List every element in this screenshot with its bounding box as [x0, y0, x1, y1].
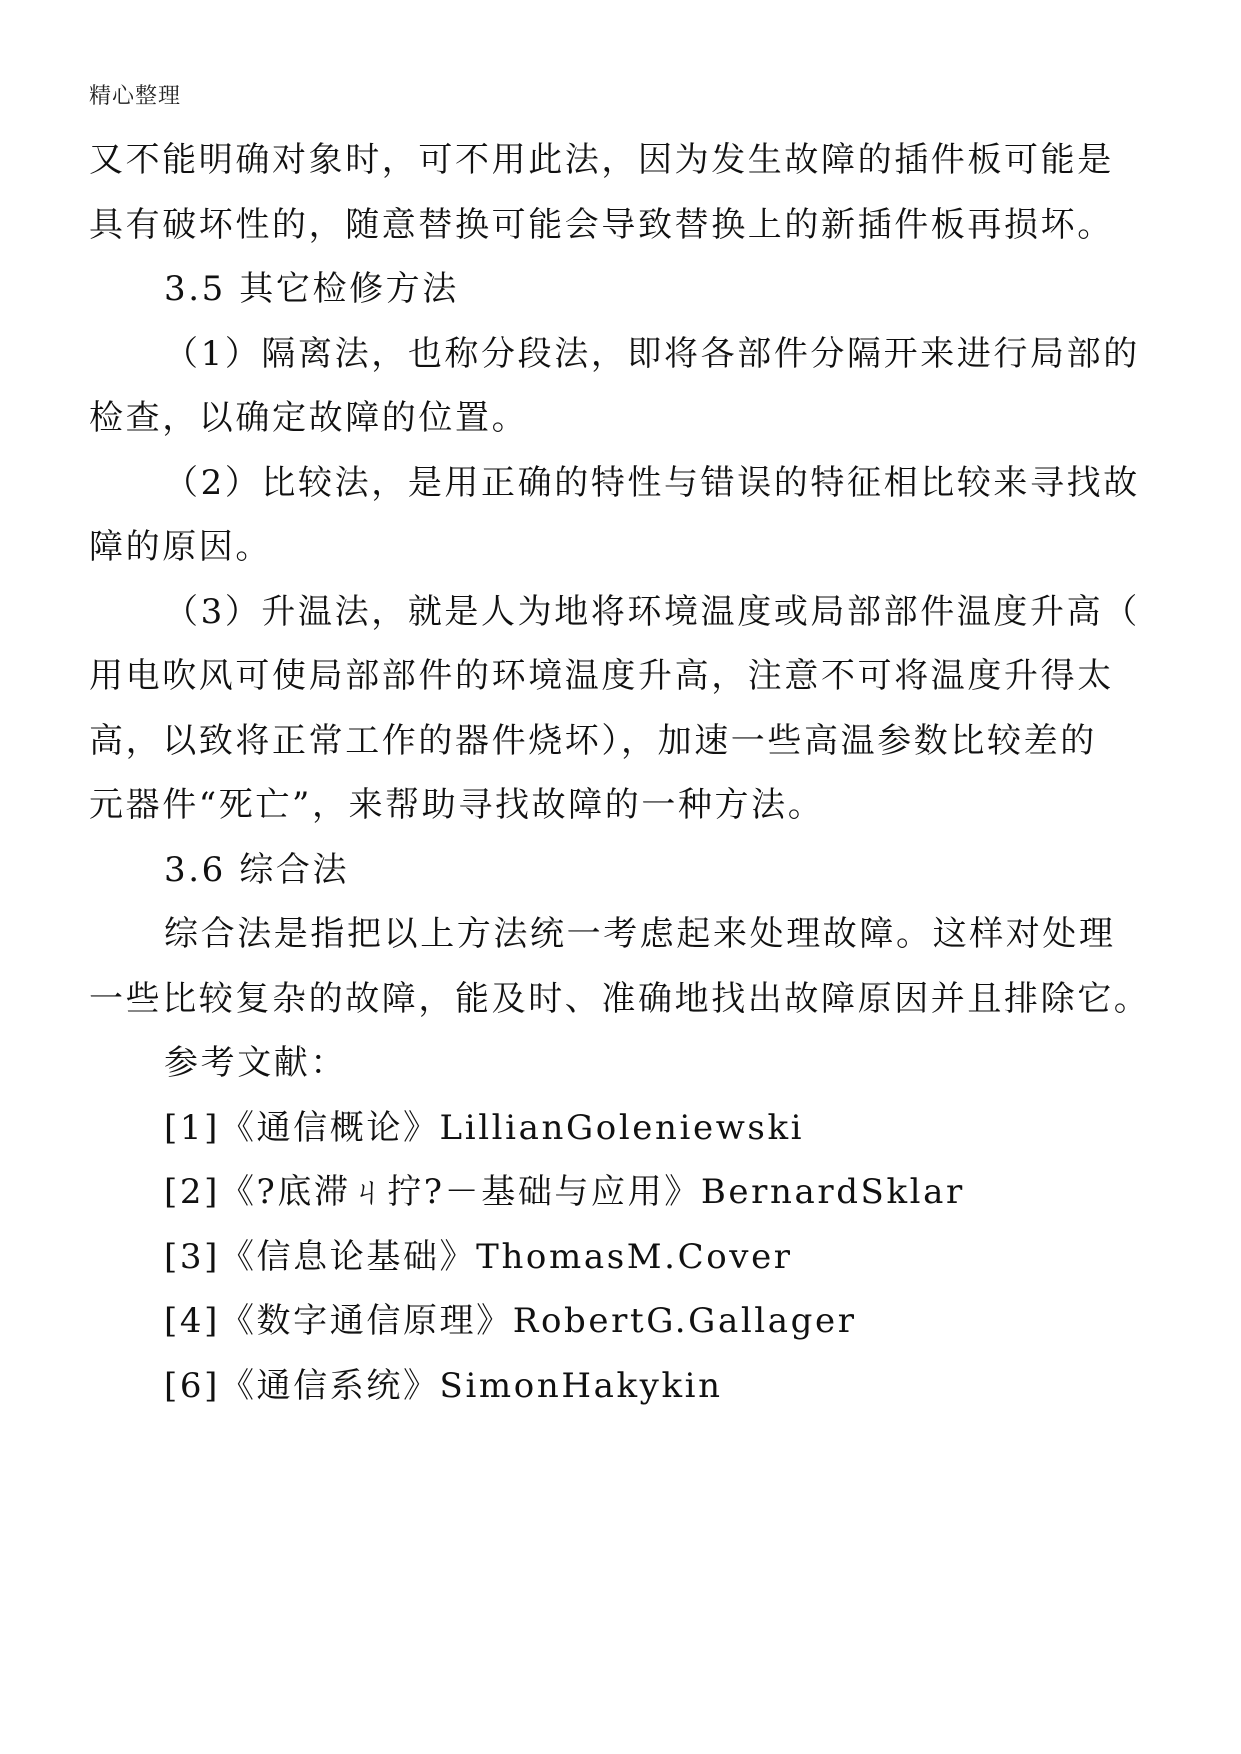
- text-line: 高，以致将正常工作的器件烧坏），加速一些高温参数比较差的: [89, 720, 1097, 761]
- text-line: （2）比较法，是用正确的特性与错误的特征相比较来寻找故: [164, 462, 1140, 503]
- document-body: [89, 128, 1151, 1418]
- heading-text: 参考文献：: [164, 1043, 347, 1083]
- reference-item: [89, 1225, 1151, 1290]
- reference-text: [4]《数字通信原理》RobertG.Gallager: [164, 1301, 857, 1341]
- text-line: （3）升温法，就是人为地将环境温度或局部部件温度升高（: [164, 591, 1140, 632]
- heading-text: 3.6 综合法: [164, 849, 350, 890]
- section-heading-3-6: [89, 838, 1151, 903]
- paragraph-continuation: [89, 128, 1151, 257]
- text-line: 又不能明确对象时，可不用此法，因为发生故障的插件板可能是: [89, 140, 1114, 180]
- reference-text: [2]《?底滞ㄐ拧?－基础与应用》BernardSklar: [164, 1172, 965, 1212]
- text-line: （1）隔离法，也称分段法，即将各部件分隔开来进行局部的: [164, 333, 1140, 374]
- references-heading: [89, 1031, 1151, 1096]
- paragraph-comprehensive-method: [89, 902, 1151, 1031]
- text-line: 障的原因。: [89, 527, 272, 567]
- page-header: 精心整理: [89, 84, 182, 109]
- reference-text: [1]《通信概论》LillianGoleniewski: [164, 1107, 805, 1148]
- reference-text: [3]《信息论基础》ThomasM.Cover: [164, 1236, 793, 1277]
- section-heading-3-5: [89, 257, 1151, 322]
- text-line: 具有破坏性的，随意替换可能会导致替换上的新插件板再损坏。: [89, 204, 1114, 245]
- text-line: 元器件“死亡”，来帮助寻找故障的一种方法。: [89, 785, 825, 825]
- paragraph-heating-method: [89, 580, 1151, 838]
- text-line: 一些比较复杂的故障，能及时、准确地找出故障原因并且排除它。: [89, 978, 1151, 1019]
- text-line: 用电吹风可使局部部件的环境温度升高，注意不可将温度升得太: [89, 656, 1114, 696]
- reference-text: [6]《通信系统》SimonHakykin: [164, 1365, 723, 1406]
- paragraph-comparison-method: [89, 451, 1151, 580]
- reference-item: [89, 1354, 1151, 1419]
- reference-item: [89, 1289, 1151, 1354]
- reference-item: [89, 1096, 1151, 1161]
- text-line: 检查，以确定故障的位置。: [89, 398, 529, 438]
- reference-item: [89, 1160, 1151, 1225]
- text-line: 综合法是指把以上方法统一考虑起来处理故障。这样对处理: [164, 914, 1116, 954]
- heading-text: 3.5 其它检修方法: [164, 269, 459, 309]
- paragraph-isolation-method: [89, 322, 1151, 451]
